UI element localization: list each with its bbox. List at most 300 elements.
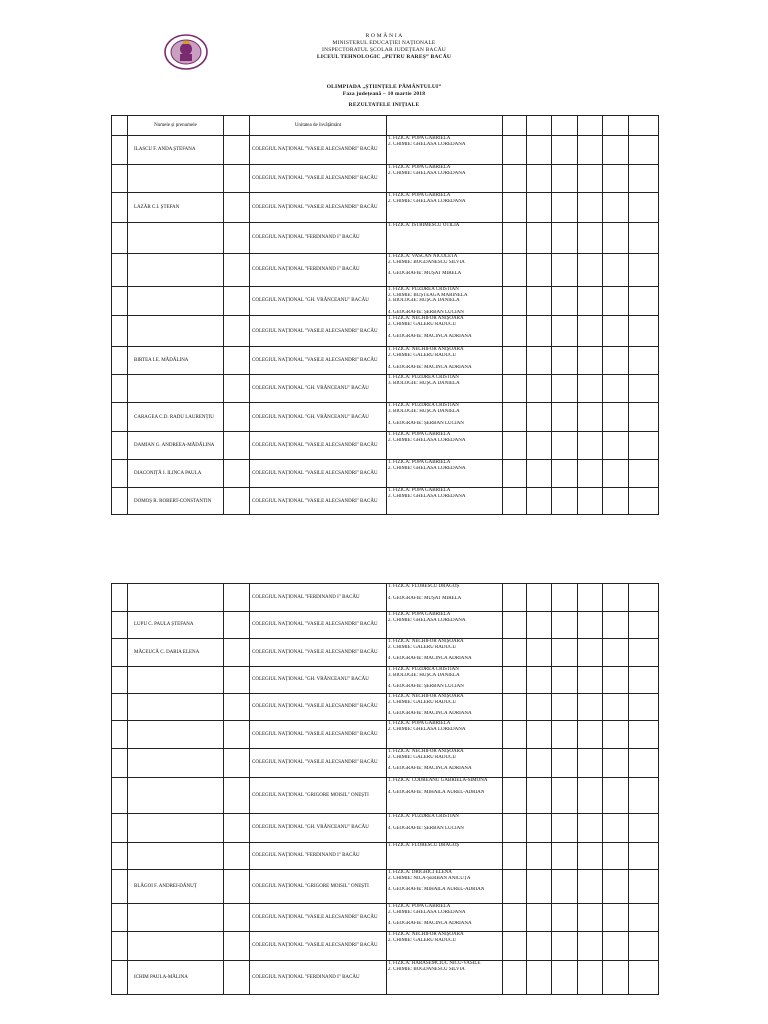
- teachers-cell: [387, 432, 503, 460]
- score-cell: [578, 403, 603, 432]
- score-cell: [603, 694, 629, 721]
- table-row: [112, 254, 659, 287]
- score-cell: [552, 932, 578, 961]
- score-cell: [224, 843, 250, 870]
- teachers-cell: [387, 488, 503, 515]
- score-cell: [112, 460, 128, 488]
- teachers-cell: [387, 584, 503, 612]
- school-name: COLEGIUL NAȚIONAL "GH. VRĂNCEANU" BACĂU: [250, 375, 387, 403]
- score-cell: [578, 460, 603, 488]
- school-name: COLEGIUL NAȚIONAL "GH. VRĂNCEANU" BACĂU: [250, 814, 387, 843]
- student-name: CARAGEA C.D. RADU LAURENȚIU: [128, 403, 224, 432]
- table-row: [112, 584, 659, 612]
- teachers-cell: [387, 961, 503, 995]
- teachers-cell: [387, 932, 503, 961]
- table-row: [112, 778, 659, 814]
- score-cell: [527, 254, 552, 287]
- teacher-line: 1. FIZICĂ: VASCAN NICOLETA: [388, 254, 458, 259]
- teacher-line: 1. FIZICĂ: NECHIFOR ANIȘOARA: [388, 694, 464, 699]
- teacher-line: 4. GEOGRAFIE: MIHĂILĂ AUREL-ADRIAN: [388, 789, 485, 795]
- score-cell: [527, 721, 552, 749]
- score-cell: [552, 639, 578, 667]
- score-cell: [112, 932, 128, 961]
- teacher-line: 3. BIOLOGIE: HUȘCĂ DANIELA: [388, 298, 460, 304]
- teachers-cell: [387, 347, 503, 375]
- score-cell: [224, 667, 250, 694]
- score-cell: [603, 165, 629, 193]
- score-cell: [112, 778, 128, 814]
- score-cell: [112, 814, 128, 843]
- score-cell: [578, 694, 603, 721]
- teacher-line: 1. FIZICĂ: ISTRIMESCU OTILIA: [388, 223, 460, 228]
- student-name: [128, 694, 224, 721]
- results-table-1: [111, 115, 659, 515]
- score-cell: [578, 612, 603, 639]
- phase-line: Faza județeană – 10 martie 2018: [342, 91, 426, 97]
- score-cell: [552, 694, 578, 721]
- teacher-line: 2. CHIMIE: GHELASĂ LOREDANA: [388, 493, 466, 499]
- teachers-cell: [387, 778, 503, 814]
- score-cell: [578, 165, 603, 193]
- school-name: COLEGIUL NAȚIONAL "FERDINAND I" BACĂU: [250, 584, 387, 612]
- score-cell: [552, 460, 578, 488]
- score-cell: [629, 254, 659, 287]
- score-cell: [603, 932, 629, 961]
- score-cell: [112, 254, 128, 287]
- score-cell: [629, 961, 659, 995]
- score-cell: [224, 904, 250, 932]
- score-cell: [552, 432, 578, 460]
- header-cell: [603, 116, 629, 136]
- score-cell: [552, 254, 578, 287]
- teacher-line: 1. FIZICĂ: POPA GABRIELA: [388, 136, 451, 141]
- score-cell: [224, 749, 250, 778]
- score-cell: [603, 488, 629, 515]
- table-row: [112, 870, 659, 904]
- school-name: COLEGIUL NAȚIONAL "FERDINAND I" BACĂU: [250, 254, 387, 287]
- score-cell: [552, 347, 578, 375]
- score-cell: [578, 136, 603, 165]
- score-cell: [112, 694, 128, 721]
- teacher-line: 2. CHIMIE: NICA-ȘERBAN ANICUȚA: [388, 875, 471, 881]
- school-name: COLEGIUL NAȚIONAL "VASILE ALECSANDRI" BACĂU: [250, 316, 387, 347]
- table-row: [112, 488, 659, 515]
- teacher-line: 1. FIZICĂ: POPA GABRIELA: [388, 165, 451, 170]
- score-cell: [112, 843, 128, 870]
- table-row: [112, 287, 659, 316]
- score-cell: [527, 136, 552, 165]
- score-cell: [224, 193, 250, 223]
- score-cell: [527, 814, 552, 843]
- teacher-line: 2. CHIMIE: GHELASĂ LOREDANA: [388, 617, 466, 623]
- table-row: [112, 612, 659, 639]
- school-name: COLEGIUL NAȚIONAL "GRIGORE MOISIL" ONEȘTI: [250, 870, 387, 904]
- score-cell: [503, 612, 527, 639]
- score-cell: [503, 749, 527, 778]
- table-row: [112, 667, 659, 694]
- score-cell: [629, 193, 659, 223]
- school-name: COLEGIUL NAȚIONAL "FERDINAND I" BACĂU: [250, 223, 387, 254]
- score-cell: [552, 749, 578, 778]
- teacher-line: 3. BIOLOGIE: HUȘCĂ DANIELA: [388, 380, 460, 386]
- teachers-cell: [387, 814, 503, 843]
- teacher-line: 4. GEOGRAFIE: MIHĂILĂ AUREL-ADRIAN: [388, 887, 485, 893]
- teacher-line: 2. CHIMIE: GALERU RĂDUCU: [388, 352, 457, 358]
- score-cell: [224, 932, 250, 961]
- teacher-line: 1. FIZICĂ: NECHIFOR ANIȘOARA: [388, 639, 464, 644]
- score-cell: [552, 584, 578, 612]
- score-cell: [603, 254, 629, 287]
- score-cell: [629, 814, 659, 843]
- score-cell: [112, 287, 128, 316]
- country-line: R O M Â N I A: [365, 33, 403, 39]
- teacher-line: 2. CHIMIE: GHELASĂ LOREDANA: [388, 141, 466, 147]
- teachers-cell: [387, 316, 503, 347]
- score-cell: [112, 612, 128, 639]
- table-row: [112, 403, 659, 432]
- table-row: [112, 136, 659, 165]
- score-cell: [552, 870, 578, 904]
- student-name: [128, 223, 224, 254]
- school-name: COLEGIUL NAȚIONAL "VASILE ALECSANDRI" BACĂU: [250, 136, 387, 165]
- teacher-line: 1. FIZICĂ: CODREANU GABRIELA-SIMONA: [388, 778, 488, 783]
- score-cell: [527, 778, 552, 814]
- score-cell: [224, 165, 250, 193]
- score-cell: [527, 488, 552, 515]
- score-cell: [603, 403, 629, 432]
- score-cell: [503, 694, 527, 721]
- score-cell: [603, 223, 629, 254]
- student-name: BIRTEA I.E. MĂDĂLINA: [128, 347, 224, 375]
- student-name: [128, 721, 224, 749]
- table-row: [112, 814, 659, 843]
- teachers-cell: [387, 460, 503, 488]
- teacher-line: 4. GEOGRAFIE: MĂCINCĂ ADRIANA: [388, 711, 472, 717]
- score-cell: [503, 778, 527, 814]
- score-cell: [112, 165, 128, 193]
- score-cell: [578, 932, 603, 961]
- score-cell: [503, 432, 527, 460]
- score-cell: [552, 961, 578, 995]
- teachers-cell: [387, 694, 503, 721]
- score-cell: [224, 254, 250, 287]
- teachers-cell: [387, 639, 503, 667]
- score-cell: [503, 961, 527, 995]
- teacher-line: 1. FIZICĂ: PUZDREA CRISTIAN: [388, 814, 459, 819]
- header-school: Unitatea de învățământ: [250, 116, 387, 136]
- score-cell: [112, 432, 128, 460]
- score-cell: [527, 432, 552, 460]
- teacher-line: 3. BIOLOGIE: HUȘCĂ DANIELA: [388, 672, 460, 678]
- table-row: [112, 193, 659, 223]
- table-row: [112, 347, 659, 375]
- score-cell: [578, 193, 603, 223]
- teacher-line: 1. FIZICĂ: POPA GABRIELA: [388, 193, 451, 198]
- teacher-line: 2. CHIMIE: GALERU RĂDUCU: [388, 754, 457, 760]
- teacher-line: 2. CHIMIE: GHELASĂ LOREDANA: [388, 726, 466, 732]
- score-cell: [603, 316, 629, 347]
- school-name: COLEGIUL NAȚIONAL "VASILE ALECSANDRI" BACĂU: [250, 904, 387, 932]
- score-cell: [552, 287, 578, 316]
- teachers-cell: [387, 721, 503, 749]
- score-cell: [578, 223, 603, 254]
- score-cell: [503, 460, 527, 488]
- score-cell: [224, 375, 250, 403]
- score-cell: [527, 287, 552, 316]
- score-cell: [527, 870, 552, 904]
- score-cell: [503, 223, 527, 254]
- score-cell: [503, 639, 527, 667]
- score-cell: [527, 667, 552, 694]
- school-name: COLEGIUL NAȚIONAL "VASILE ALECSANDRI" BACĂU: [250, 932, 387, 961]
- header-cell: [578, 116, 603, 136]
- score-cell: [112, 193, 128, 223]
- score-cell: [603, 432, 629, 460]
- score-cell: [552, 223, 578, 254]
- score-cell: [224, 347, 250, 375]
- student-name: [128, 165, 224, 193]
- score-cell: [603, 136, 629, 165]
- score-cell: [224, 584, 250, 612]
- score-cell: [112, 639, 128, 667]
- score-cell: [112, 961, 128, 995]
- teacher-line: 2. CHIMIE: GHELASĂ LOREDANA: [388, 198, 466, 204]
- table-row: [112, 932, 659, 961]
- score-cell: [503, 932, 527, 961]
- score-cell: [578, 721, 603, 749]
- school-name: COLEGIUL NAȚIONAL "VASILE ALECSANDRI" BACĂU: [250, 612, 387, 639]
- score-cell: [552, 843, 578, 870]
- teacher-line: 4. GEOGRAFIE: MĂCINCĂ ADRIANA: [388, 333, 472, 339]
- student-name: [128, 667, 224, 694]
- score-cell: [527, 749, 552, 778]
- score-cell: [629, 223, 659, 254]
- teachers-cell: [387, 870, 503, 904]
- score-cell: [224, 403, 250, 432]
- score-cell: [578, 904, 603, 932]
- score-cell: [629, 375, 659, 403]
- score-cell: [629, 904, 659, 932]
- score-cell: [578, 584, 603, 612]
- score-cell: [578, 287, 603, 316]
- results-table-2: [111, 583, 659, 995]
- student-name: [128, 814, 224, 843]
- school-name: COLEGIUL NAȚIONAL "VASILE ALECSANDRI" BACĂU: [250, 165, 387, 193]
- score-cell: [578, 814, 603, 843]
- score-cell: [112, 223, 128, 254]
- score-cell: [527, 961, 552, 995]
- header-cell: [629, 116, 659, 136]
- score-cell: [112, 375, 128, 403]
- score-cell: [527, 612, 552, 639]
- student-name: [128, 749, 224, 778]
- teacher-line: 4. GEOGRAFIE: MUȘAT MIRELA: [388, 595, 462, 601]
- score-cell: [112, 749, 128, 778]
- score-cell: [224, 432, 250, 460]
- table-row: [112, 432, 659, 460]
- student-name: [128, 932, 224, 961]
- score-cell: [503, 814, 527, 843]
- score-cell: [527, 843, 552, 870]
- score-cell: [503, 287, 527, 316]
- score-cell: [603, 193, 629, 223]
- teachers-cell: [387, 843, 503, 870]
- student-name: LUPU C. PAULA ȘTEFANA: [128, 612, 224, 639]
- score-cell: [629, 694, 659, 721]
- score-cell: [224, 460, 250, 488]
- teacher-line: 2. CHIMIE: GHELASĂ LOREDANA: [388, 465, 466, 471]
- school-name: COLEGIUL NAȚIONAL "VASILE ALECSANDRI" BACĂU: [250, 488, 387, 515]
- score-cell: [629, 721, 659, 749]
- score-cell: [503, 375, 527, 403]
- table-row: [112, 961, 659, 995]
- teachers-cell: [387, 403, 503, 432]
- score-cell: [527, 904, 552, 932]
- score-cell: [578, 432, 603, 460]
- score-cell: [224, 488, 250, 515]
- results-title: REZULTATELE INIȚIALE: [348, 102, 420, 108]
- score-cell: [629, 488, 659, 515]
- score-cell: [578, 961, 603, 995]
- score-cell: [603, 287, 629, 316]
- score-cell: [527, 165, 552, 193]
- score-cell: [552, 316, 578, 347]
- score-cell: [224, 287, 250, 316]
- header-cell: [503, 116, 527, 136]
- score-cell: [503, 584, 527, 612]
- student-name: ICHIM PAULA-MĂLINA: [128, 961, 224, 995]
- score-cell: [578, 375, 603, 403]
- score-cell: [578, 870, 603, 904]
- score-cell: [578, 639, 603, 667]
- teacher-line: 1. FIZICĂ: POPA GABRIELA: [388, 904, 451, 909]
- score-cell: [629, 347, 659, 375]
- teacher-line: 2. CHIMIE: GALERU RĂDUCU: [388, 321, 457, 327]
- score-cell: [527, 193, 552, 223]
- table-row: [112, 460, 659, 488]
- student-name: [128, 778, 224, 814]
- score-cell: [629, 584, 659, 612]
- teacher-line: 2. CHIMIE: GHELASĂ LOREDANA: [388, 170, 466, 176]
- school-name: COLEGIUL NAȚIONAL "GH. VRĂNCEANU" BACĂU: [250, 287, 387, 316]
- score-cell: [224, 721, 250, 749]
- score-cell: [112, 316, 128, 347]
- teacher-line: 1. FIZICĂ: PUZDREA CRISTIAN: [388, 667, 459, 672]
- teacher-line: 2. CHIMIE: GHELASĂ LOREDANA: [388, 909, 466, 915]
- teacher-line: 1. FIZICĂ: POPA GABRIELA: [388, 488, 451, 494]
- score-cell: [527, 460, 552, 488]
- score-cell: [224, 612, 250, 639]
- student-name: [128, 287, 224, 316]
- teacher-line: 2. CHIMIE: BOGDĂNESCU SILVIA: [388, 259, 465, 265]
- score-cell: [603, 843, 629, 870]
- table-row: [112, 639, 659, 667]
- score-cell: [629, 612, 659, 639]
- ministry-line: MINISTERUL EDUCAȚIEI NAȚIONALE: [332, 40, 436, 46]
- score-cell: [629, 667, 659, 694]
- student-name: [128, 843, 224, 870]
- teacher-line: 2. CHIMIE: BOGDĂNESCU SILVIA: [388, 966, 465, 972]
- header-cell: [387, 116, 503, 136]
- score-cell: [112, 347, 128, 375]
- score-cell: [552, 904, 578, 932]
- score-cell: [503, 254, 527, 287]
- teacher-line: 1. FIZICĂ: HARASEMCIUC NICU-VASILE: [388, 961, 481, 966]
- school-name: COLEGIUL NAȚIONAL "VASILE ALECSANDRI" BACĂU: [250, 721, 387, 749]
- school-name: COLEGIUL NAȚIONAL "FERDINAND I" BACĂU: [250, 843, 387, 870]
- score-cell: [112, 904, 128, 932]
- teachers-cell: [387, 904, 503, 932]
- teacher-line: 2. CHIMIE: BUȘTEAGA MARINELA: [388, 292, 468, 298]
- school-name: COLEGIUL NAȚIONAL "VASILE ALECSANDRI" BACĂU: [250, 347, 387, 375]
- score-cell: [224, 316, 250, 347]
- header-cell: [527, 116, 552, 136]
- score-cell: [527, 223, 552, 254]
- teacher-line: 2. CHIMIE: GALERU RĂDUCU: [388, 644, 457, 650]
- teacher-line: 4. GEOGRAFIE: MUȘAT MIRELA: [388, 271, 462, 277]
- teachers-cell: [387, 612, 503, 639]
- teacher-line: 4. GEOGRAFIE: ȘERBAN LUCIAN: [388, 684, 464, 690]
- score-cell: [578, 843, 603, 870]
- score-cell: [603, 870, 629, 904]
- header-name: Numele și prenumele: [128, 116, 224, 136]
- score-cell: [603, 904, 629, 932]
- olympiad-header: [0, 84, 768, 109]
- teacher-line: 4. GEOGRAFIE: MĂCINCĂ ADRIANA: [388, 364, 472, 370]
- score-cell: [629, 749, 659, 778]
- score-cell: [603, 460, 629, 488]
- score-cell: [224, 639, 250, 667]
- score-cell: [552, 721, 578, 749]
- table-row: [112, 749, 659, 778]
- score-cell: [224, 778, 250, 814]
- score-cell: [603, 749, 629, 778]
- table-row: [112, 223, 659, 254]
- teacher-line: 4. GEOGRAFIE: ȘERBAN LUCIAN: [388, 309, 464, 315]
- table-row: [112, 904, 659, 932]
- score-cell: [629, 136, 659, 165]
- score-cell: [527, 403, 552, 432]
- student-name: [128, 254, 224, 287]
- score-cell: [527, 639, 552, 667]
- teacher-line: 1. FIZICĂ: PUZDREA CRISTIAN: [388, 287, 459, 292]
- score-cell: [224, 870, 250, 904]
- teacher-line: 4. GEOGRAFIE: ȘERBAN LUCIAN: [388, 420, 464, 426]
- table-row: [112, 375, 659, 403]
- table-header-row: [112, 116, 659, 136]
- teacher-line: 1. FIZICĂ: PUZDREA CRISTIAN: [388, 375, 459, 381]
- score-cell: [224, 961, 250, 995]
- score-cell: [578, 347, 603, 375]
- score-cell: [503, 721, 527, 749]
- header-cell: [224, 116, 250, 136]
- student-name: [128, 584, 224, 612]
- score-cell: [527, 347, 552, 375]
- table-row: [112, 694, 659, 721]
- score-cell: [603, 347, 629, 375]
- student-name: DIACONIȚĂ I. ILINCA PAULA: [128, 460, 224, 488]
- score-cell: [112, 136, 128, 165]
- teacher-line: 1. FIZICĂ: POPA GABRIELA: [388, 721, 451, 726]
- score-cell: [629, 778, 659, 814]
- table-row: [112, 316, 659, 347]
- score-cell: [224, 136, 250, 165]
- student-name: BLĂGOI F. ANDREI-DĂNUȚ: [128, 870, 224, 904]
- score-cell: [629, 843, 659, 870]
- score-cell: [578, 667, 603, 694]
- student-name: [128, 904, 224, 932]
- score-cell: [503, 904, 527, 932]
